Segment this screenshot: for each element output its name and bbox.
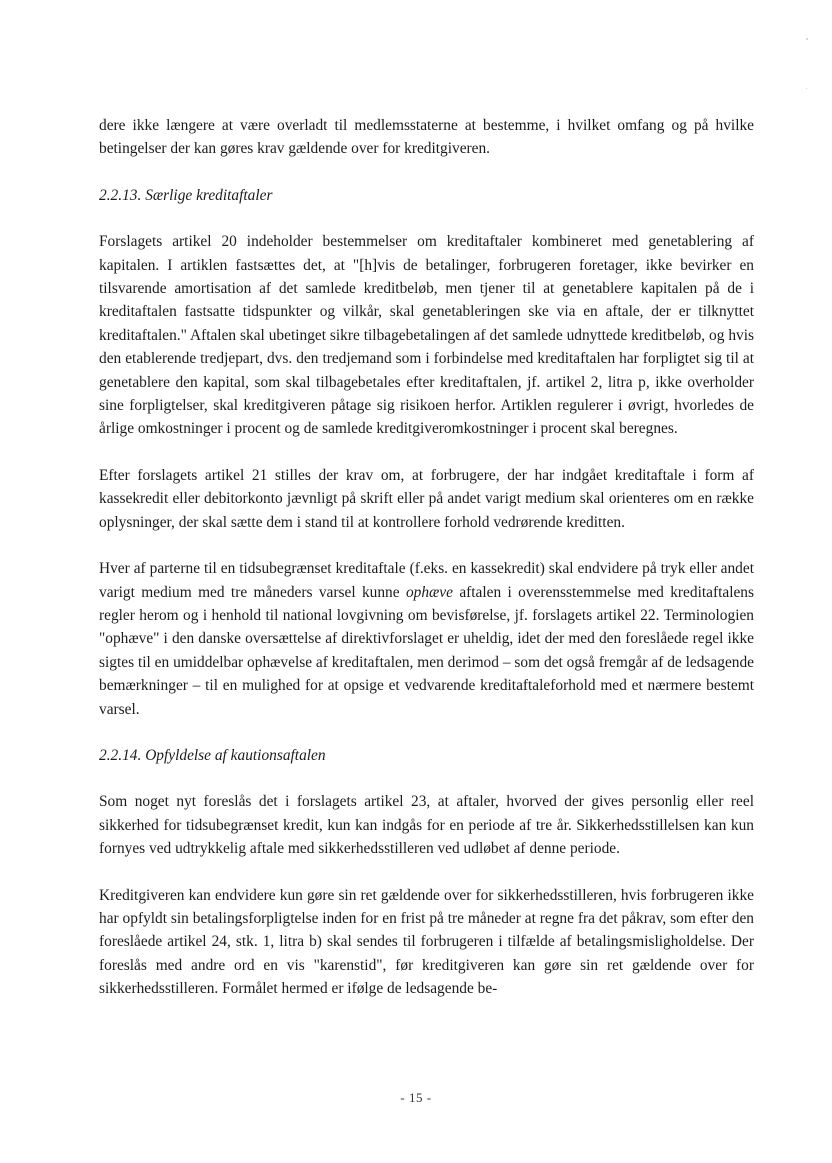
paragraph-article-24: Kreditgiveren kan endvidere kun gøre sin ret gældende over for sikkerhedsstilleren, hvis forbrugeren ikke har opfyldt sin betalingsforpligtelse inden for en frist på tre måneder at regne fra det påkrav, som efter den foreslåede artikel 24, stk. 1, litra b) skal sendes til forbrugeren i tilfælde af betalingsmisligholdelse. Der foreslås med andre ord en vis "karenstid", før kreditgiveren kan gøre sin ret gældende over for sikkerhedsstilleren. Formålet hermed er ifølge de ledsagende be- <box>99 886 754 998</box>
paragraph-text: Hver af parterne til en tidsubegrænset kreditaftale (f.eks. en kassekredit) skal endvidere på tryk eller andet varigt medium med tre måneders varsel kunne <box>99 560 754 601</box>
section-number: 2.2.13. <box>99 186 142 204</box>
paragraph-article-22 <box>99 557 754 721</box>
paragraph-intro: dere ikke længere at være overladt til medlemsstaterne at bestemme, i hvilket omfang og på hvilke betingelser der kan gøres krav gældende over for kreditgiveren. <box>99 117 754 158</box>
scan-speck <box>806 88 807 89</box>
paragraph-article-21: Efter forslagets artikel 21 stilles der krav om, at forbrugere, der har indgået kreditaftale i form af kassekredit eller debitorkonto jævnligt på skrift eller på andet varigt medium skal orienteres om en række oplysninger, der skal sætte dem i stand til at kontrollere forhold vedrørende kreditten. <box>99 466 754 531</box>
section-title: Særlige kreditaftaler <box>145 186 273 204</box>
emphasis-term: ophæve <box>405 583 453 601</box>
section-number: 2.2.14. <box>99 746 142 764</box>
paragraph-article-23: Som noget nyt foreslås det i forslagets artikel 23, at aftaler, hvorved der gives personlig eller reel sikkerhed for tidsubegrænset kredit, kun kan indgås for en periode af tre år. Sikkerhedsstillelsen kan kun fornyes ved udtrykkelig aftale med sikkerhedsstilleren ved udløbet af denne periode. <box>99 793 754 858</box>
paragraph-article-20: Forslagets artikel 20 indeholder bestemmelser om kreditaftaler kombineret med genetablering af kapitalen. I artiklen fastsættes det, at "[h]vis de betalinger, forbrugeren foretager, ikke bevirker en tilsvarende amortisation af det samlede kreditbeløb, men tjener til at genetablere kapitalen på de i kreditaftalen fastsatte tidspunkter og vilkår, skal genetableringen ske via en aftale, der er tilknyttet kreditaftalen." Aftalen skal ubetinget sikre tilbagebetalingen af det samlede udnyttede kreditbeløb, og hvis den etablerende tredjepart, dvs. den tredjemand som i forbindelse med kreditaftalen har forpligtet sig til at genetablere den kapital, som skal tilbagebetales efter kreditaftalen, jf. artikel 2, litra p, ikke overholder sine forpligtelser, skal kreditgiveren påtage sig risikoen herfor. Artiklen regulerer i øvrigt, hvorledes de årlige omkostninger i procent og de samlede kreditgiveromkostninger i procent skal beregnes. <box>99 233 754 438</box>
page-number: - 15 - <box>400 1090 432 1105</box>
paragraph-text: aftalen i overensstemmelse med kreditaftalens regler herom og i henhold til national lovgivning om bevisførelse, jf. forslagets artikel 22. Terminologien "ophæve" i den danske oversættelse af direktivforslaget er uheldig, idet der med den foreslåede regel ikke sigtes til en umiddelbar ophævelse af kreditaftalen, men derimod – som det også fremgår af de ledsagende bemærkninger – til en mulighed for at opsige et vedvarende kreditaftaleforhold med et nærmere bestemt varsel. <box>99 583 754 718</box>
page-content <box>99 114 754 1001</box>
scan-speck <box>806 38 808 40</box>
section-title: Opfyldelse af kautionsaftalen <box>145 746 326 764</box>
section-heading-2-2-13 <box>99 184 754 207</box>
section-heading-2-2-14 <box>99 744 754 767</box>
